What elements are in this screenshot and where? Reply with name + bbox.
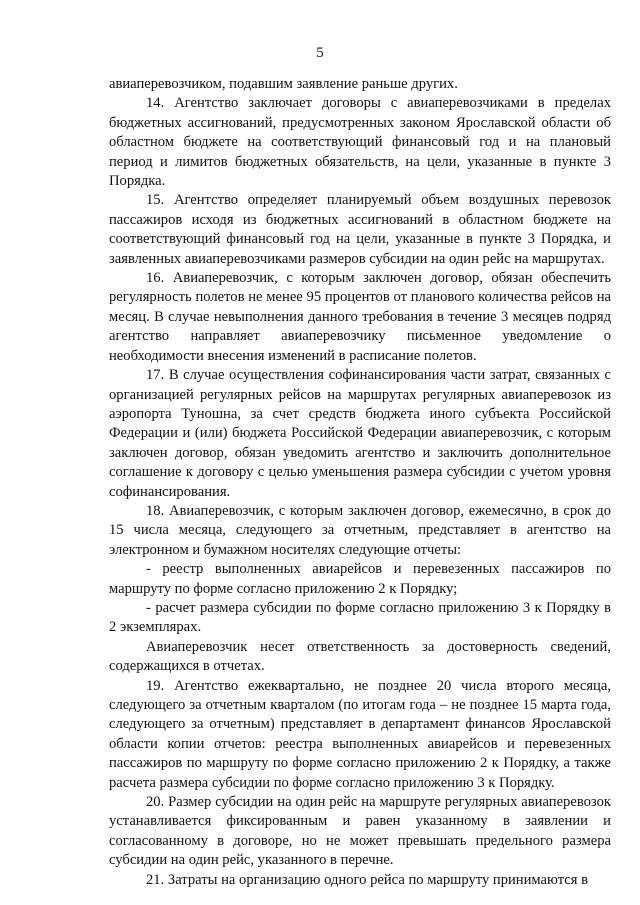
list-item-registry: - реестр выполненных авиарейсов и перевезенных пассажиров по маршруту по форме согласно приложению 2 к Порядку; [109, 561, 611, 597]
list-item-calculation: - расчет размера субсидии по форме согласно приложению 3 к Порядку в 2 экземплярах. [109, 599, 611, 636]
paragraph-16: 16. Авиаперевозчик, с которым заключен договор, обязан обеспечить регулярность полетов не менее 95 процентов от планового количества рейсов на месяц. В случае невыполнения данного требования в течение 3 месяцев подряд агентство направляет авиаперевозчику письменное уведомление о необходимости внесения изменений в расписание полетов. [109, 270, 611, 364]
paragraph-15: 15. Агентство определяет планируемый объем воздушных перевозок пассажиров исходя из бюджетных ассигнований в областном бюджете на соответствующий финансовый год на цели, указанные в пункте 3 Порядка, и заявленных авиаперевозчиками размеров субсидии на один рейс на маршрутах. [109, 192, 611, 267]
paragraph-18: 18. Авиаперевозчик, с которым заключен договор, ежемесячно, в срок до 15 числа месяца, следующего за отчетным, представляет в агентство на электронном и бумажном носителях следующие отчеты: [109, 502, 611, 558]
paragraph-17: 17. В случае осуществления софинансирования части затрат, связанных с организацией регулярных рейсов на маршрутах регулярных авиаперевозок из аэропорта Туношна, за счет средств бюджета иного субъекта Российской Федерации и (или) бюджета Российской Федерации авиаперевозчик, с которым заключен договор, обязан уведомить агентство и заключить дополнительное соглашение к договору с целью уменьшения размера субсидии с учетом уровня софинансирования. [109, 367, 611, 500]
paragraph-continuation: авиаперевозчиком, подавшим заявление раньше других. [109, 76, 458, 92]
paragraph-21: 21. Затраты на организацию одного рейса по маршруту принимаются в [146, 871, 589, 888]
document-body [109, 75, 611, 890]
paragraph-14: 14. Агентство заключает договоры с авиаперевозчиками в пределах бюджетных ассигнований, предусмотренных законом Ярославской области об областном бюджете на соответствующий финансовый год и на плановый период и лимитов бюджетных обязательств, на цели, указанные в пункте 3 Порядка. [109, 95, 611, 190]
page-number: 5 [316, 45, 324, 61]
paragraph-20: 20. Размер субсидии на один рейс на маршруте регулярных авиаперевозок устанавливается фиксированным и равен указанному в заявлении и согласованному в договоре, но не может превышать предельного размера субсидии на один рейс, указанного в перечне. [109, 794, 611, 869]
paragraph-responsibility: Авиаперевозчик несет ответственность за достоверность сведений, содержащихся в отчетах. [109, 638, 611, 675]
paragraph-19: 19. Агентство ежеквартально, не позднее 20 числа второго месяца, следующего за отчетным кварталом (по итогам года – не позднее 15 марта года, следующего за отчетным) представляет в департамент финансов Ярославской области копии отчетов: реестра выполненных авиарейсов и перевезенных пассажиров по маршруту по форме согласно приложению 2 к Порядку, а также расчета размера субсидии по форме согласно приложению 3 к Порядку. [109, 677, 611, 791]
